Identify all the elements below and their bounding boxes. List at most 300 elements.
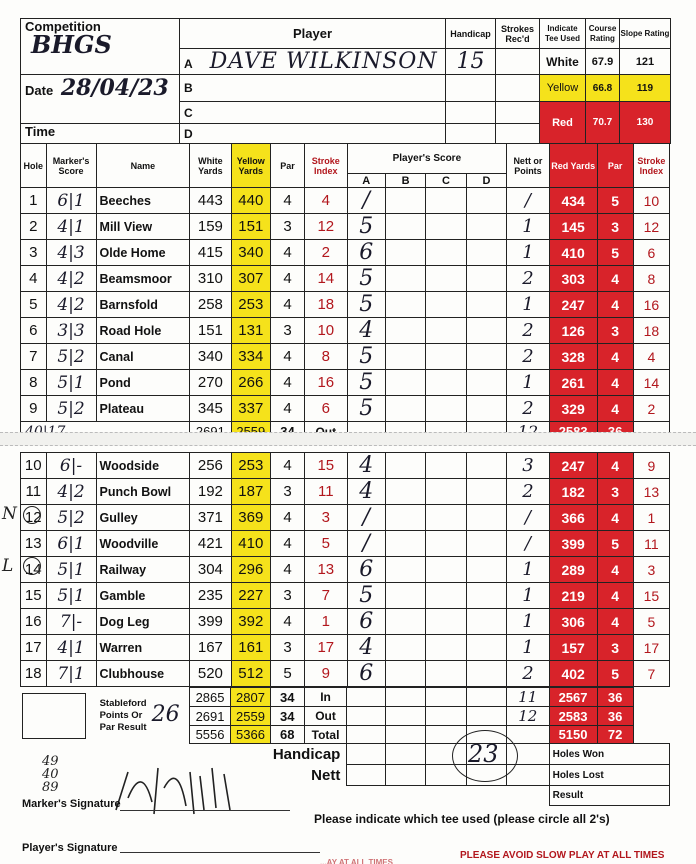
red-slope: 130 [620,102,671,144]
strokes-recd-d[interactable] [496,124,540,144]
score-a[interactable]: 5 [347,396,385,422]
marker-score[interactable]: 5|2 [46,396,96,422]
score-d[interactable] [466,266,506,292]
score-d[interactable] [466,370,506,396]
hole-name: Canal [96,344,190,370]
stroke-index: 9 [305,661,348,687]
handicap-d[interactable] [446,124,496,144]
tot-out-white: 2691 [189,707,231,726]
nett-points[interactable]: 1 [507,370,550,396]
red-yards: 157 [549,635,597,661]
score-a[interactable]: / [347,188,385,214]
score-c[interactable] [426,214,466,240]
score-a[interactable]: / [347,531,385,557]
score-b[interactable] [385,583,425,609]
score-a[interactable]: 4 [347,453,385,479]
hole-name: Clubhouse [96,661,190,687]
score-c[interactable] [426,318,466,344]
col-red-par: Par [597,144,633,188]
marker-score[interactable]: 7|1 [46,661,96,687]
red-stroke-index: 12 [633,214,669,240]
hole-number: 4 [21,266,47,292]
player-a-row[interactable] [180,49,446,75]
score-b[interactable] [385,188,425,214]
red-yards: 219 [549,583,597,609]
marker-score[interactable]: 5|2 [46,344,96,370]
score-c[interactable] [426,479,466,505]
yellow-yards: 337 [231,396,270,422]
red-stroke-index: 1 [633,505,669,531]
player-slot-a: A [184,57,193,71]
red-yards: 182 [549,479,597,505]
score-d[interactable] [466,188,506,214]
score-d[interactable] [466,583,506,609]
hole-13-circle [23,557,41,575]
red-par: 4 [597,396,633,422]
score-c[interactable] [426,240,466,266]
par: 5 [271,661,305,687]
score-d[interactable] [466,609,506,635]
tee-white[interactable]: White [540,49,586,75]
competition-label: Competition [25,19,101,34]
score-c[interactable] [426,266,466,292]
table-row [21,453,670,479]
red-stroke-index: 11 [633,531,669,557]
stroke-index: 2 [305,240,348,266]
hole-name: Beamsmoor [96,266,190,292]
marker-score[interactable]: 6|1 [46,188,96,214]
nett-points[interactable]: 2 [507,344,550,370]
score-c[interactable] [426,292,466,318]
white-yards: 270 [190,370,231,396]
hole-name: Punch Bowl [96,479,190,505]
marker-score[interactable]: 5|1 [46,583,96,609]
red-par: 3 [597,479,633,505]
score-d[interactable] [466,557,506,583]
hole-number: 18 [21,661,47,687]
in-red-par: 36 [597,688,633,707]
marker-score[interactable]: 7|- [46,609,96,635]
nett-points[interactable]: 2 [507,479,550,505]
yellow-yards: 266 [231,370,270,396]
col-score-b: B [385,174,425,188]
score-d[interactable] [466,531,506,557]
tot-out-red-yards: 2583 [549,707,597,726]
white-yards: 371 [190,505,231,531]
score-c[interactable] [426,505,466,531]
hole-11-circle [23,506,41,524]
stroke-index: 15 [305,453,348,479]
red-par: 5 [597,240,633,266]
white-yards: 443 [190,188,231,214]
col-score-a: A [347,174,385,188]
score-b[interactable] [385,292,425,318]
tot-out-score-b[interactable] [385,707,425,726]
red-stroke-index: 18 [633,318,669,344]
tot-out-label: Out [304,707,347,726]
marker-score[interactable]: 6|1 [46,531,96,557]
score-b[interactable] [385,661,425,687]
bottom-banner: PLEASE AVOID SLOW PLAY AT ALL TIMES [460,850,665,861]
hole-name: Railway [96,557,190,583]
nett-points[interactable]: 2 [507,318,550,344]
score-d[interactable] [466,214,506,240]
nett-points[interactable]: 1 [507,557,550,583]
red-yards: 399 [549,531,597,557]
score-a[interactable]: 6 [347,661,385,687]
score-b[interactable] [385,396,425,422]
score-c[interactable] [426,396,466,422]
nett-points[interactable]: 2 [507,396,550,422]
score-a[interactable]: 6 [347,240,385,266]
par: 4 [270,240,304,266]
par: 4 [270,292,304,318]
yellow-yards: 392 [231,609,270,635]
score-a[interactable]: 6 [347,609,385,635]
stroke-index: 4 [305,188,348,214]
nett-points[interactable]: / [507,505,550,531]
hole-number: 5 [21,292,47,318]
marker-score[interactable]: 6|- [46,453,96,479]
hole-name: Olde Home [96,240,190,266]
stroke-index: 10 [305,318,348,344]
score-d[interactable] [466,479,506,505]
yellow-yards: 253 [231,292,270,318]
score-b[interactable] [385,214,425,240]
strokes-recd-a[interactable] [496,49,540,75]
score-d[interactable] [466,240,506,266]
total-yellow: 5366 [231,726,270,744]
col-score-c: C [426,174,466,188]
red-yards: 366 [549,505,597,531]
score-d[interactable] [466,292,506,318]
score-a[interactable]: 4 [347,479,385,505]
nett-score-b[interactable] [385,765,425,786]
red-yards: 247 [549,292,597,318]
yellow-yards: 369 [231,505,270,531]
score-d[interactable] [466,396,506,422]
hcp-score-a[interactable] [347,744,385,765]
red-par: 4 [597,557,633,583]
handicap-b[interactable] [446,75,496,102]
nett-points[interactable]: 3 [507,453,550,479]
stroke-index: 11 [305,479,348,505]
tally-1: 49 [42,754,59,769]
marker-score[interactable]: 5|1 [46,370,96,396]
red-yards: 247 [549,453,597,479]
strokes-recd-b[interactable] [496,75,540,102]
score-b[interactable] [385,240,425,266]
hole-name: Gulley [96,505,190,531]
par: 4 [270,188,304,214]
back-nine-table [20,452,670,687]
yellow-yards: 307 [231,266,270,292]
handicap-c[interactable] [446,102,496,124]
player-signature-line[interactable] [120,852,320,853]
score-d[interactable] [466,453,506,479]
marker-score[interactable]: 4|2 [46,479,96,505]
red-yards: 329 [549,396,597,422]
par: 3 [270,318,304,344]
score-b[interactable] [385,453,425,479]
red-stroke-index: 2 [633,396,669,422]
marker-score[interactable]: 5|2 [46,505,96,531]
score-a[interactable]: 5 [347,266,385,292]
marker-score[interactable]: 4|1 [46,214,96,240]
red-par: 4 [597,583,633,609]
nett-points[interactable]: / [507,188,550,214]
red-stroke-index: 7 [633,661,669,687]
score-c[interactable] [426,453,466,479]
player-signature-label: Player's Signature [22,842,118,854]
score-c[interactable] [426,188,466,214]
red-stroke-index: 13 [633,479,669,505]
par: 3 [271,583,305,609]
competition-cell[interactable] [21,19,180,75]
white-yards: 256 [190,453,231,479]
par: 4 [270,344,304,370]
side-mark-11: N [2,504,17,524]
score-a[interactable]: 4 [347,318,385,344]
red-stroke-index: 15 [633,583,669,609]
score-c[interactable] [426,609,466,635]
white-yards: 399 [190,609,231,635]
date-cell[interactable] [21,75,180,124]
white-yards: 258 [190,292,231,318]
nett-points[interactable]: 1 [507,292,550,318]
strokes-recd-c[interactable] [496,102,540,124]
score-a[interactable]: / [347,505,385,531]
nett-label: Nett [311,766,341,784]
score-b[interactable] [385,318,425,344]
stroke-index: 18 [305,292,348,318]
header-table [20,18,671,144]
tot-out-score-d[interactable] [466,707,506,726]
score-a[interactable]: 5 [347,344,385,370]
marker-score[interactable]: 4|1 [46,635,96,661]
score-c[interactable] [426,635,466,661]
tee-red[interactable]: Red [540,102,586,144]
yellow-yards: 512 [231,661,270,687]
tee-yellow[interactable]: Yellow [540,75,586,102]
red-yards: 402 [549,661,597,687]
table-row [21,396,670,422]
red-par: 4 [597,292,633,318]
par: 4 [270,266,304,292]
par: 3 [271,635,305,661]
score-b[interactable] [385,266,425,292]
score-b[interactable] [385,609,425,635]
red-par: 5 [597,531,633,557]
score-d[interactable] [466,318,506,344]
margin-tally [42,755,72,794]
table-row [21,188,670,214]
score-b[interactable] [385,479,425,505]
tot-out-yellow: 2559 [231,707,270,726]
in-score-d[interactable] [466,688,506,707]
score-c[interactable] [426,531,466,557]
score-c[interactable] [426,370,466,396]
nett-points[interactable]: 1 [507,609,550,635]
score-b[interactable] [385,370,425,396]
nett-points[interactable]: 1 [507,214,550,240]
marker-score[interactable]: 4|2 [46,266,96,292]
score-c[interactable] [426,661,466,687]
white-yards: 304 [190,557,231,583]
red-stroke-index: 16 [633,292,669,318]
strokes-recd-header: Strokes Rec'd [496,19,540,49]
par: 4 [271,609,305,635]
stroke-index: 5 [305,531,348,557]
marker-score[interactable]: 3|3 [46,318,96,344]
tot-out-score-a[interactable] [347,707,385,726]
score-a[interactable]: 6 [347,557,385,583]
stroke-index: 1 [305,609,348,635]
par: 3 [270,214,304,240]
score-a[interactable]: 5 [347,292,385,318]
white-yards: 235 [190,583,231,609]
white-yards: 167 [190,635,231,661]
score-c[interactable] [426,583,466,609]
player-c-row[interactable] [180,102,446,124]
score-b[interactable] [385,531,425,557]
player-d-row[interactable] [180,124,446,144]
stableford-box-cell [20,688,96,744]
in-white: 2865 [189,688,231,707]
nett-points[interactable]: 1 [507,583,550,609]
red-yards: 410 [549,240,597,266]
marker-score[interactable]: 5|1 [46,557,96,583]
marker-signature-line[interactable] [120,810,290,811]
nett-score-a[interactable] [347,765,385,786]
bottom-banner-partial: ...AY AT ALL TIMES [320,858,393,864]
score-a[interactable]: 4 [347,635,385,661]
holes-won-label: Holes Won [549,744,669,765]
nett-points[interactable]: 1 [507,240,550,266]
stroke-index: 17 [305,635,348,661]
in-points[interactable]: 11 [507,688,550,707]
tot-out-points[interactable]: 12 [507,707,550,726]
tot-out-score-c[interactable] [426,707,466,726]
par: 4 [270,370,304,396]
marker-score[interactable]: 4|3 [46,240,96,266]
time-cell[interactable] [21,124,180,144]
total-points[interactable] [507,726,550,744]
score-d[interactable] [466,344,506,370]
player-b-row[interactable] [180,75,446,102]
stroke-index: 7 [305,583,348,609]
table-row [21,266,670,292]
table-row [21,344,670,370]
score-a[interactable]: 5 [347,370,385,396]
table-row [21,661,670,687]
red-par: 5 [597,661,633,687]
yellow-yards: 161 [231,635,270,661]
nett-points[interactable]: 2 [507,661,550,687]
score-b[interactable] [385,344,425,370]
hole-number: 2 [21,214,47,240]
hole-number: 16 [21,609,47,635]
white-yards: 421 [190,531,231,557]
score-a[interactable]: 5 [347,583,385,609]
table-row [21,635,670,661]
red-yards: 434 [549,188,597,214]
in-score-a[interactable] [347,688,385,707]
white-yards: 340 [190,344,231,370]
stableford-value: 26 [151,701,180,727]
stroke-index: 6 [305,396,348,422]
in-score-c[interactable] [426,688,466,707]
total-red-yards: 5150 [549,726,597,744]
score-c[interactable] [426,344,466,370]
marker-score[interactable]: 4|2 [46,292,96,318]
table-row [21,531,670,557]
nett-points[interactable]: / [507,531,550,557]
yellow-yards: 334 [231,344,270,370]
date-label: Date [25,83,54,98]
par: 4 [271,557,305,583]
handicap-value[interactable]: 15 [446,49,496,75]
yellow-yards: 410 [231,531,270,557]
hole-number: 3 [21,240,47,266]
yellow-yards: 296 [231,557,270,583]
red-stroke-index: 6 [633,240,669,266]
white-yards: 520 [190,661,231,687]
col-white-yards: White Yards [190,144,231,188]
red-stroke-index: 9 [633,453,669,479]
indicate-tee-header: Indicate Tee Used [540,19,586,49]
nett-points[interactable]: 2 [507,266,550,292]
tot-out-red-par: 36 [597,707,633,726]
score-d[interactable] [466,505,506,531]
red-par: 4 [597,453,633,479]
score-d[interactable] [466,635,506,661]
red-stroke-index: 3 [633,557,669,583]
total-score-a[interactable] [347,726,385,744]
score-b[interactable] [385,505,425,531]
score-b[interactable] [385,635,425,661]
red-stroke-index: 14 [633,370,669,396]
perforation [0,432,696,446]
red-stroke-index: 8 [633,266,669,292]
hole-number: 8 [21,370,47,396]
score-d[interactable] [466,661,506,687]
side-mark-13: L [2,556,14,576]
red-yards: 306 [549,609,597,635]
hcp-score-b[interactable] [385,744,425,765]
table-row [21,609,670,635]
score-c[interactable] [426,557,466,583]
in-score-b[interactable] [385,688,425,707]
stableford-box[interactable] [22,693,86,739]
in-label: In [304,688,347,707]
score-a[interactable]: 5 [347,214,385,240]
total-score-b[interactable] [385,726,425,744]
red-par: 4 [597,370,633,396]
score-b[interactable] [385,557,425,583]
total-red-par: 72 [597,726,633,744]
total-red-si [633,726,669,744]
red-yards: 303 [549,266,597,292]
red-par: 3 [597,318,633,344]
yellow-yards: 151 [231,214,270,240]
stroke-index: 14 [305,266,348,292]
hole-number: 13 [21,531,47,557]
red-par: 4 [597,266,633,292]
nett-points[interactable]: 1 [507,635,550,661]
slope-rating-header: Slope Rating [620,19,671,49]
course-rating-header: Course Rating [586,19,620,49]
